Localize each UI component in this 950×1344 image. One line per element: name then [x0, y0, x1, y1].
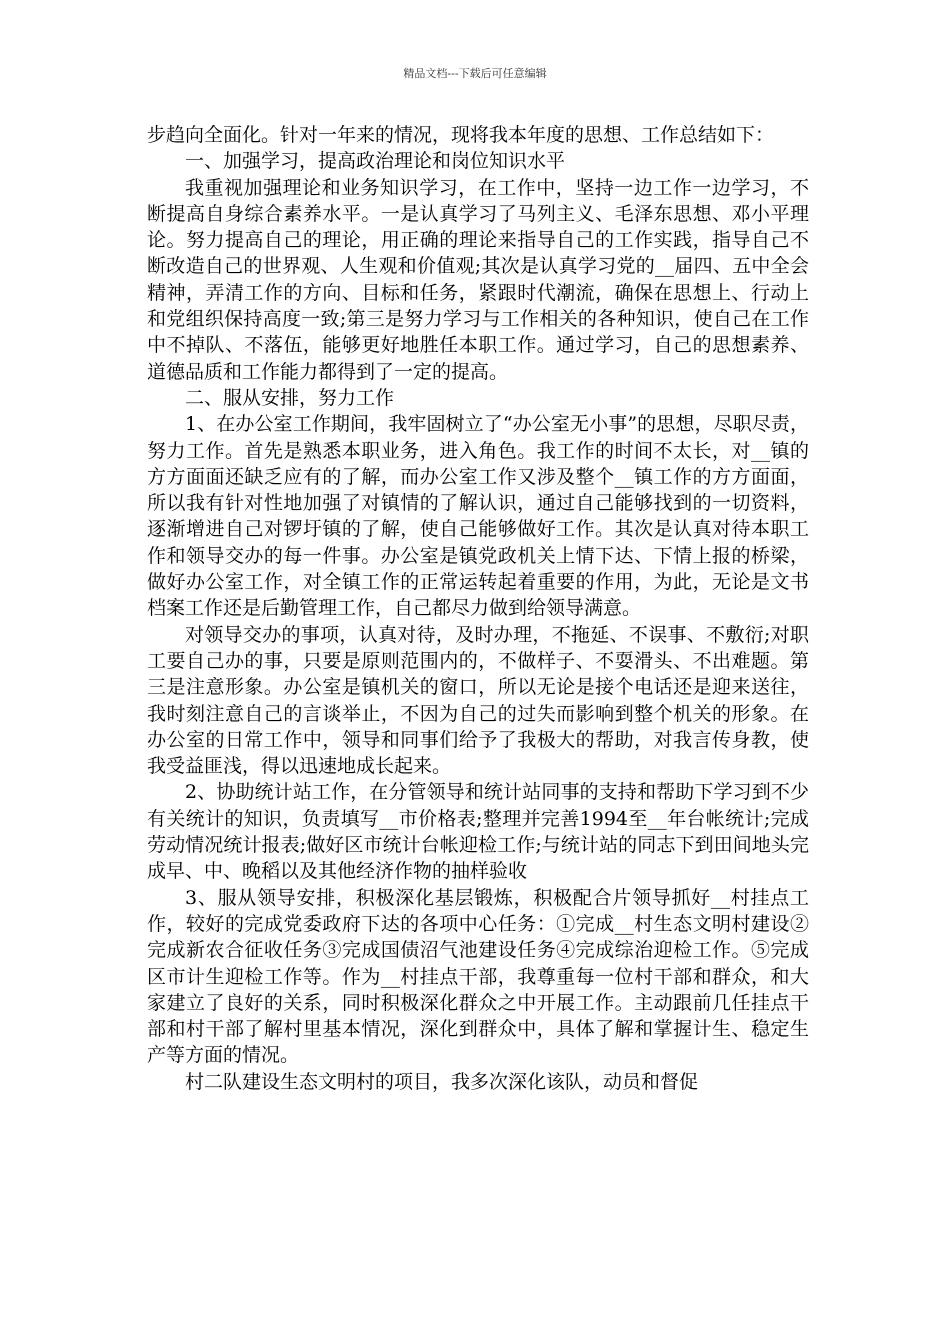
section-heading: 一、加强学习，提高政治理论和岗位知识水平: [185, 150, 566, 173]
document-body: [147, 122, 809, 1095]
section-heading: 二、服从安排，努力工作: [185, 386, 395, 409]
paragraph: 村二队建设生态文明村的项目，我多次深化该队，动员和督促: [185, 1070, 699, 1093]
paragraph: 2、协助统计站工作，在分管领导和统计站同事的支持和帮助下学习到不少有关统计的知识，负责填写__市价格表;整理并完善1994至__年台帐统计;完成劳动情况统计报表;做好区市统计台帐迎检工作;与统计站的同志下到田间地头完成早、中、晚稻以及其他经济作物的抽样验收: [147, 781, 809, 883]
paragraph: 1、在办公室工作期间，我牢固树立了“办公室无小事”的思想，尽职尽责，努力工作。首先是熟悉本职业务，进入角色。我工作的时间不太长，对__镇的方方面面还缺乏应有的了解，而办公室工作又涉及整个__镇工作的方方面面，所以我有针对性地加强了对镇情的了解认识，通过自己能够找到的一切资料，逐渐增进自己对锣圩镇的了解，使自己能够做好工作。其次是认真对待本职工作和领导交办的每一件事。办公室是镇党政机关上情下达、下情上报的桥梁，做好办公室工作，对全镇工作的正常运转起着重要的作用，为此，无论是文书档案工作还是后勤管理工作，自己都尽力做到给领导满意。: [147, 413, 809, 620]
paragraph: 3、服从领导安排，积极深化基层锻炼，积极配合片领导抓好__村挂点工作，较好的完成党委政府下达的各项中心任务：①完成__村生态文明村建设②完成新农合征收任务③完成国债沼气池建设任务④完成综治迎检工作。⑤完成区市计生迎检工作等。作为__村挂点干部，我尊重每一位村干部和群众，和大家建立了良好的关系，同时积极深化群众之中开展工作。主动跟前几任挂点干部和村干部了解村里基本情况，深化到群众中，具体了解和掌握计生、稳定生产等方面的情况。: [147, 886, 809, 1067]
paragraph: 我重视加强理论和业务知识学习，在工作中，坚持一边工作一边学习，不断提高自身综合素养水平。一是认真学习了马列主义、毛泽东思想、邓小平理论。努力提高自己的理论，用正确的理论来指导自己的工作实践，指导自己不断改造自己的世界观、人生观和价值观;其次是认真学习党的__届四、五中全会精神，弄清工作的方向、目标和任务，紧跟时代潮流，确保在思想上、行动上和党组织保持高度一致;第三是努力学习与工作相关的各种知识，使自己在工作中不掉队、不落伍，能够更好地胜任本职工作。通过学习，自己的思想素养、道德品质和工作能力都得到了一定的提高。: [147, 176, 809, 383]
page-header: 精品文档---下载后可任意编辑: [403, 67, 547, 80]
paragraph: 对领导交办的事项，认真对待，及时办理，不拖延、不误事、不敷衍;对职工要自己办的事，只要是原则范围内的，不做样子、不耍滑头、不出难题。第三是注意形象。办公室是镇机关的窗口，所以无论是接个电话还是迎来送往，我时刻注意自己的言谈举止，不因为自己的过失而影响到整个机关的形象。在办公室的日常工作中，领导和同事们给予了我极大的帮助，对我言传身教，使我受益匪浅，得以迅速地成长起来。: [147, 623, 809, 778]
paragraph: 步趋向全面化。针对一年来的情况，现将我本年度的思想、工作总结如下：: [147, 124, 775, 146]
